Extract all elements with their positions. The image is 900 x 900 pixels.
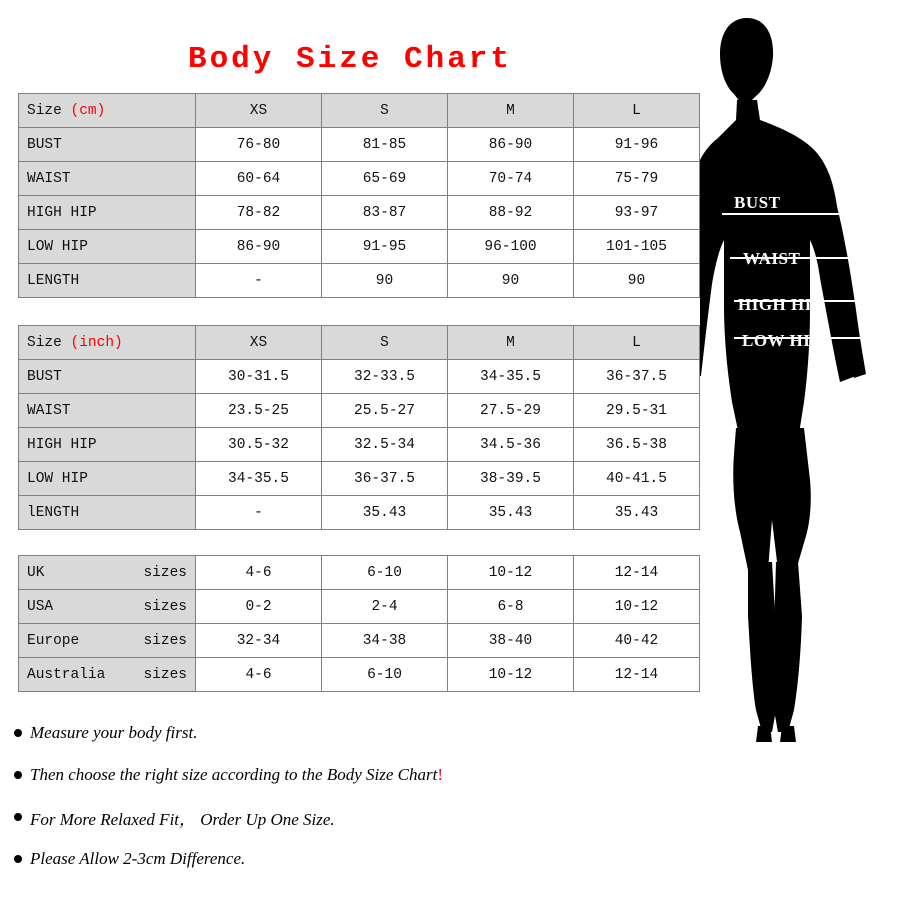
female-silhouette-icon [700,10,900,750]
row-label-high-hip: HIGH HIP [19,428,196,462]
cell-length-xs: - [196,496,322,530]
table-row [19,264,700,298]
cell-uk-l: 12-14 [574,556,700,590]
cell-uk-s: 6-10 [322,556,448,590]
list-item [14,838,694,880]
body-silhouette-figure [700,10,900,750]
cell-bust-m: 34-35.5 [448,360,574,394]
figure-label-bust: BUST [734,193,781,212]
cell-waist-s: 65-69 [322,162,448,196]
cell-high-hip-s: 83-87 [322,196,448,230]
bullet-icon [14,771,22,779]
figure-label-low-hip: LOW HIP [742,331,822,350]
cell-usa-l: 10-12 [574,590,700,624]
notes-list [14,712,694,880]
row-label-waist: WAIST [19,162,196,196]
cell-uk-m: 10-12 [448,556,574,590]
cell-bust-l: 91-96 [574,128,700,162]
region-name-australia: Australia [27,666,106,683]
size-table-inch [18,325,700,530]
table-row [19,394,700,428]
cell-usa-s: 2-4 [322,590,448,624]
table-header-row [19,94,700,128]
table-row [19,128,700,162]
bust-measure-line [722,213,872,215]
cell-low-hip-m: 38-39.5 [448,462,574,496]
list-item [14,754,694,796]
note-exclamation: ! [437,765,443,784]
region-name-usa: USA [27,598,54,615]
row-label-bust: BUST [19,128,196,162]
table-row [19,590,700,624]
table-row [19,428,700,462]
cell-bust-m: 86-90 [448,128,574,162]
table-row [19,556,700,590]
note-text: Please Allow 2-3cm Difference. [30,849,246,868]
cell-length-s: 35.43 [322,496,448,530]
cell-uk-xs: 4-6 [196,556,322,590]
cell-high-hip-l: 36.5-38 [574,428,700,462]
header-size-l: L [574,326,700,360]
cell-europe-l: 40-42 [574,624,700,658]
cell-length-l: 35.43 [574,496,700,530]
cell-length-l: 90 [574,264,700,298]
table-row [19,162,700,196]
cell-europe-s: 34-38 [322,624,448,658]
header-size-label: Size [27,102,62,119]
cell-waist-l: 29.5-31 [574,394,700,428]
header-size-inch [19,326,196,360]
header-size-m: M [448,94,574,128]
cell-bust-s: 81-85 [322,128,448,162]
cell-bust-l: 36-37.5 [574,360,700,394]
table-row [19,462,700,496]
cell-australia-xs: 4-6 [196,658,322,692]
cell-australia-s: 6-10 [322,658,448,692]
row-label-waist: WAIST [19,394,196,428]
cell-low-hip-xs: 86-90 [196,230,322,264]
cell-high-hip-s: 32.5-34 [322,428,448,462]
region-suffix-europe: sizes [143,632,187,649]
cell-low-hip-s: 36-37.5 [322,462,448,496]
row-label-europe [19,624,196,658]
cell-usa-xs: 0-2 [196,590,322,624]
cell-waist-m: 27.5-29 [448,394,574,428]
note-text: Measure your body first. [30,723,198,742]
note-text: For More Relaxed Fit， Order Up One Size. [30,809,335,829]
row-label-australia [19,658,196,692]
cell-low-hip-m: 96-100 [448,230,574,264]
cell-length-m: 35.43 [448,496,574,530]
cell-bust-xs: 76-80 [196,128,322,162]
table-row [19,230,700,264]
header-size-xs: XS [196,326,322,360]
cell-waist-s: 25.5-27 [322,394,448,428]
cell-length-s: 90 [322,264,448,298]
region-suffix-usa: sizes [143,598,187,615]
cell-high-hip-l: 93-97 [574,196,700,230]
header-size-l: L [574,94,700,128]
cell-length-m: 90 [448,264,574,298]
region-suffix-uk: sizes [143,564,187,581]
table-row [19,196,700,230]
cell-high-hip-xs: 30.5-32 [196,428,322,462]
cell-waist-m: 70-74 [448,162,574,196]
header-size-unit: (inch) [70,334,123,351]
header-size-xs: XS [196,94,322,128]
cell-low-hip-l: 40-41.5 [574,462,700,496]
region-name-europe: Europe [27,632,80,649]
page-title: Body Size Chart [187,42,513,77]
row-label-low-hip: LOW HIP [19,230,196,264]
cell-high-hip-m: 88-92 [448,196,574,230]
cell-low-hip-l: 101-105 [574,230,700,264]
table-row [19,624,700,658]
note-text: Then choose the right size according to the Body Size Chart [30,765,438,784]
cell-usa-m: 6-8 [448,590,574,624]
list-item [14,712,694,754]
figure-label-waist: WAIST [743,249,801,268]
row-label-usa [19,590,196,624]
row-label-high-hip: HIGH HIP [19,196,196,230]
row-label-length: LENGTH [19,264,196,298]
cell-low-hip-s: 91-95 [322,230,448,264]
cell-europe-xs: 32-34 [196,624,322,658]
cell-high-hip-m: 34.5-36 [448,428,574,462]
table-row [19,360,700,394]
header-size-unit: (cm) [70,102,106,119]
cell-australia-m: 10-12 [448,658,574,692]
header-size-s: S [322,326,448,360]
cell-australia-l: 12-14 [574,658,700,692]
bullet-icon [14,729,22,737]
cell-waist-xs: 23.5-25 [196,394,322,428]
cell-high-hip-xs: 78-82 [196,196,322,230]
cell-low-hip-xs: 34-35.5 [196,462,322,496]
figure-label-high-hip: HIGH HIP [738,295,823,314]
row-label-low-hip: LOW HIP [19,462,196,496]
cell-bust-xs: 30-31.5 [196,360,322,394]
header-size-m: M [448,326,574,360]
cell-bust-s: 32-33.5 [322,360,448,394]
table-header-row [19,326,700,360]
cell-waist-xs: 60-64 [196,162,322,196]
size-table-cm [18,93,700,298]
region-name-uk: UK [27,564,45,581]
list-item [14,796,694,838]
header-size-cm [19,94,196,128]
bullet-icon [14,855,22,863]
table-row [19,658,700,692]
cell-length-xs: - [196,264,322,298]
cell-waist-l: 75-79 [574,162,700,196]
row-label-uk [19,556,196,590]
cell-europe-m: 38-40 [448,624,574,658]
row-label-bust: BUST [19,360,196,394]
table-row [19,496,700,530]
row-label-length: lENGTH [19,496,196,530]
header-size-label: Size [27,334,62,351]
header-size-s: S [322,94,448,128]
size-table-international [18,555,700,692]
bullet-icon [14,813,22,821]
region-suffix-australia: sizes [143,666,187,683]
